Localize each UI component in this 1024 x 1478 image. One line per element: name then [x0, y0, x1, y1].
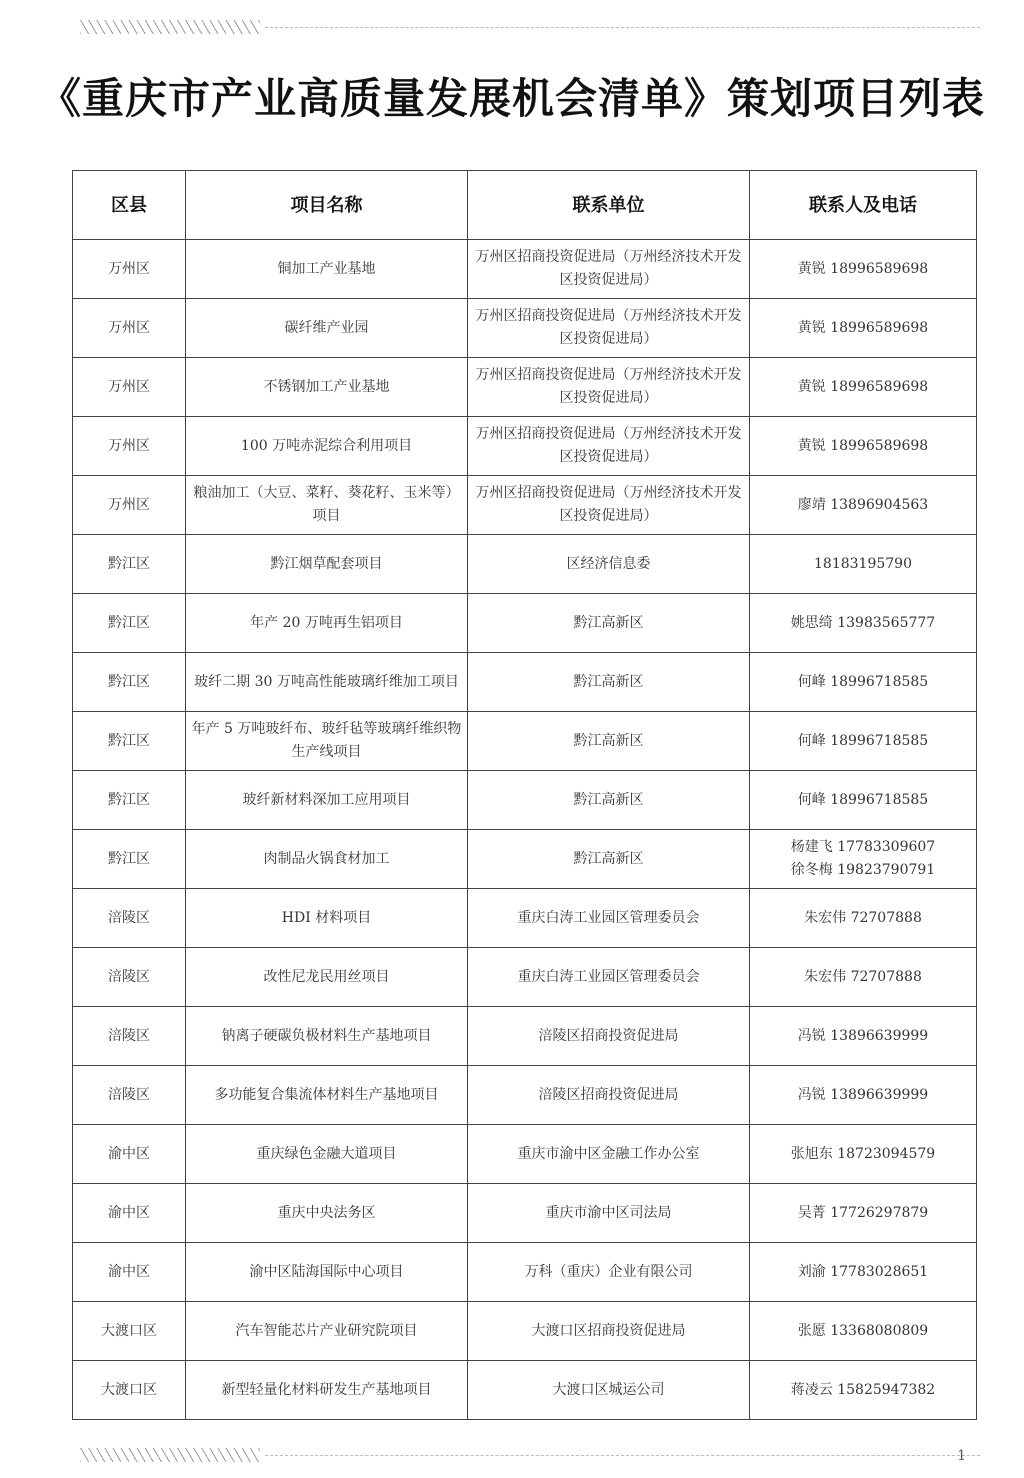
cell-contact: 张旭东 18723094579 — [750, 1125, 977, 1184]
cell-contact: 朱宏伟 72707888 — [750, 889, 977, 948]
cell-project: 铜加工产业基地 — [186, 240, 468, 299]
cell-district: 黔江区 — [73, 712, 186, 771]
cell-contact: 姚思绮 13983565777 — [750, 594, 977, 653]
cell-unit: 万州区招商投资促进局（万州经济技术开发区投资促进局） — [468, 358, 750, 417]
cell-district: 黔江区 — [73, 535, 186, 594]
cell-project: 玻纤二期 30 万吨高性能玻璃纤维加工项目 — [186, 653, 468, 712]
cell-contact: 张愿 13368080809 — [750, 1302, 977, 1361]
hatch-ornament — [80, 1448, 260, 1462]
cell-project: 黔江烟草配套项目 — [186, 535, 468, 594]
cell-district: 万州区 — [73, 476, 186, 535]
table-row — [73, 476, 977, 535]
cell-unit: 黔江高新区 — [468, 771, 750, 830]
cell-district: 万州区 — [73, 240, 186, 299]
cell-district: 渝中区 — [73, 1184, 186, 1243]
cell-unit: 重庆市渝中区金融工作办公室 — [468, 1125, 750, 1184]
dashed-rule — [265, 27, 980, 28]
cell-project: 重庆绿色金融大道项目 — [186, 1125, 468, 1184]
cell-district: 万州区 — [73, 417, 186, 476]
top-decoration — [80, 20, 980, 34]
cell-project: 肉制品火锅食材加工 — [186, 830, 468, 889]
table-row — [73, 594, 977, 653]
cell-project: 重庆中央法务区 — [186, 1184, 468, 1243]
cell-unit: 重庆市渝中区司法局 — [468, 1184, 750, 1243]
cell-district: 涪陵区 — [73, 1066, 186, 1125]
cell-contact: 冯锐 13896639999 — [750, 1007, 977, 1066]
cell-district: 大渡口区 — [73, 1361, 186, 1420]
cell-project: 年产 20 万吨再生铝项目 — [186, 594, 468, 653]
cell-contact: 何峰 18996718585 — [750, 771, 977, 830]
table-row — [73, 417, 977, 476]
table-row — [73, 1007, 977, 1066]
cell-district: 黔江区 — [73, 830, 186, 889]
table-header-row — [73, 171, 977, 240]
table-row — [73, 240, 977, 299]
page-number: 1 — [957, 1448, 966, 1464]
page-title: 《重庆市产业高质量发展机会清单》策划项目列表 — [38, 74, 985, 123]
cell-project: 100 万吨赤泥综合利用项目 — [186, 417, 468, 476]
cell-contact: 蒋凌云 15825947382 — [750, 1361, 977, 1420]
cell-project: HDI 材料项目 — [186, 889, 468, 948]
cell-unit: 黔江高新区 — [468, 594, 750, 653]
cell-project: 玻纤新材料深加工应用项目 — [186, 771, 468, 830]
cell-contact: 廖靖 13896904563 — [750, 476, 977, 535]
cell-unit: 黔江高新区 — [468, 712, 750, 771]
table-row — [73, 653, 977, 712]
cell-district: 涪陵区 — [73, 948, 186, 1007]
cell-project: 粮油加工（大豆、菜籽、葵花籽、玉米等）项目 — [186, 476, 468, 535]
table-row — [73, 1184, 977, 1243]
cell-unit: 万州区招商投资促进局（万州经济技术开发区投资促进局） — [468, 417, 750, 476]
cell-project: 新型轻量化材料研发生产基地项目 — [186, 1361, 468, 1420]
cell-unit: 涪陵区招商投资促进局 — [468, 1066, 750, 1125]
bottom-decoration — [80, 1448, 980, 1462]
cell-project: 多功能复合集流体材料生产基地项目 — [186, 1066, 468, 1125]
cell-unit: 万州区招商投资促进局（万州经济技术开发区投资促进局） — [468, 240, 750, 299]
cell-unit: 黔江高新区 — [468, 830, 750, 889]
cell-unit: 重庆白涛工业园区管理委员会 — [468, 948, 750, 1007]
cell-district: 涪陵区 — [73, 889, 186, 948]
cell-unit: 万科（重庆）企业有限公司 — [468, 1243, 750, 1302]
cell-project: 汽车智能芯片产业研究院项目 — [186, 1302, 468, 1361]
column-header-project: 项目名称 — [186, 171, 468, 240]
cell-district: 大渡口区 — [73, 1302, 186, 1361]
table-row — [73, 299, 977, 358]
cell-unit: 万州区招商投资促进局（万州经济技术开发区投资促进局） — [468, 476, 750, 535]
cell-district: 渝中区 — [73, 1243, 186, 1302]
cell-project: 不锈钢加工产业基地 — [186, 358, 468, 417]
hatch-ornament — [80, 20, 260, 34]
cell-district: 涪陵区 — [73, 1007, 186, 1066]
cell-project: 改性尼龙民用丝项目 — [186, 948, 468, 1007]
cell-district: 黔江区 — [73, 771, 186, 830]
contact-line-2: 徐冬梅 19823790791 — [790, 862, 936, 878]
cell-district: 万州区 — [73, 299, 186, 358]
cell-contact: 冯锐 13896639999 — [750, 1066, 977, 1125]
cell-contact: 黄锐 18996589698 — [750, 417, 977, 476]
column-header-district: 区县 — [73, 171, 186, 240]
column-header-contact: 联系人及电话 — [750, 171, 977, 240]
cell-unit: 涪陵区招商投资促进局 — [468, 1007, 750, 1066]
cell-contact: 吴菁 17726297879 — [750, 1184, 977, 1243]
cell-project: 碳纤维产业园 — [186, 299, 468, 358]
cell-project: 渝中区陆海国际中心项目 — [186, 1243, 468, 1302]
table-row — [73, 535, 977, 594]
table-row — [73, 830, 977, 889]
cell-contact: 黄锐 18996589698 — [750, 358, 977, 417]
cell-project: 钠离子硬碳负极材料生产基地项目 — [186, 1007, 468, 1066]
table-row — [73, 771, 977, 830]
cell-unit: 大渡口区城运公司 — [468, 1361, 750, 1420]
table-row — [73, 358, 977, 417]
cell-contact: 刘渝 17783028651 — [750, 1243, 977, 1302]
cell-unit: 大渡口区招商投资促进局 — [468, 1302, 750, 1361]
cell-unit: 万州区招商投资促进局（万州经济技术开发区投资促进局） — [468, 299, 750, 358]
table-row — [73, 948, 977, 1007]
project-table — [72, 170, 977, 1420]
cell-contact: 何峰 18996718585 — [750, 712, 977, 771]
cell-contact: 黄锐 18996589698 — [750, 240, 977, 299]
table-row — [73, 1066, 977, 1125]
cell-contact: 黄锐 18996589698 — [750, 299, 977, 358]
cell-district: 黔江区 — [73, 653, 186, 712]
column-header-unit: 联系单位 — [468, 171, 750, 240]
cell-unit: 重庆白涛工业园区管理委员会 — [468, 889, 750, 948]
cell-district: 黔江区 — [73, 594, 186, 653]
table-row — [73, 1243, 977, 1302]
table-row — [73, 1125, 977, 1184]
cell-contact — [750, 830, 977, 889]
table-row — [73, 1302, 977, 1361]
cell-contact: 18183195790 — [750, 535, 977, 594]
table-row — [73, 1361, 977, 1420]
cell-contact: 何峰 18996718585 — [750, 653, 977, 712]
table-row — [73, 889, 977, 948]
cell-contact: 朱宏伟 72707888 — [750, 948, 977, 1007]
contact-line-1: 杨建飞 17783309607 — [790, 839, 936, 855]
cell-unit: 黔江高新区 — [468, 653, 750, 712]
cell-project: 年产 5 万吨玻纤布、玻纤毡等玻璃纤维织物生产线项目 — [186, 712, 468, 771]
cell-district: 渝中区 — [73, 1125, 186, 1184]
table-row — [73, 712, 977, 771]
dashed-rule — [265, 1455, 980, 1456]
cell-unit: 区经济信息委 — [468, 535, 750, 594]
cell-district: 万州区 — [73, 358, 186, 417]
